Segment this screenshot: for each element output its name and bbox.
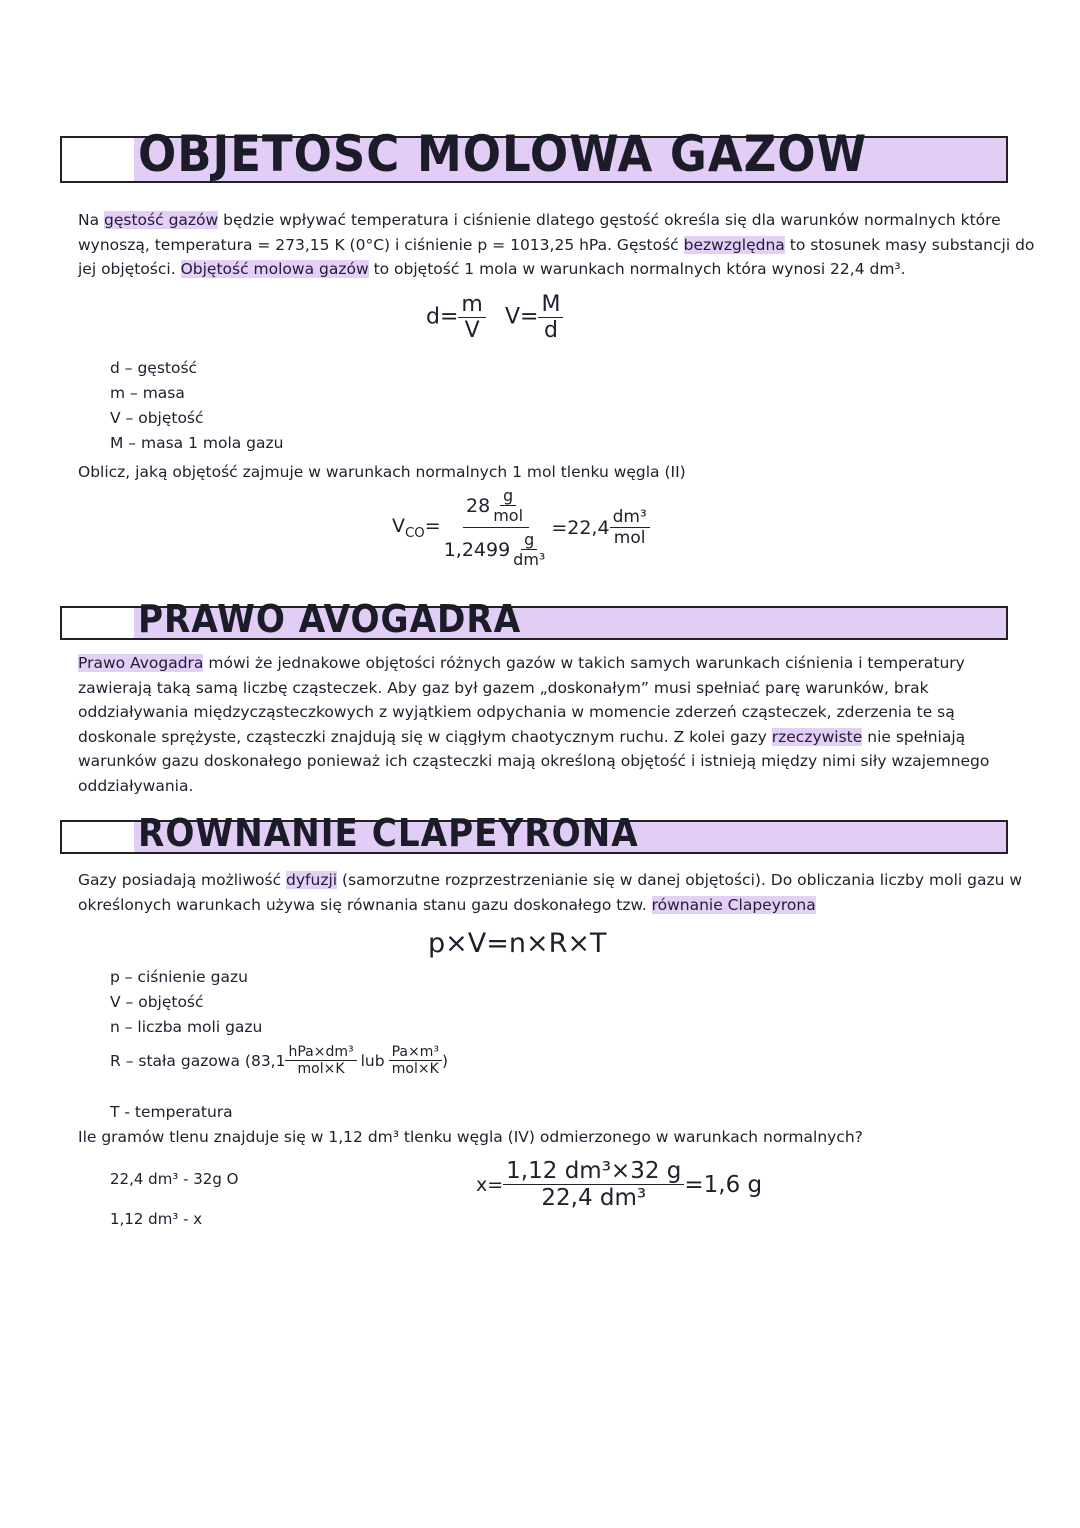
gas-constant-line: R – stała gazowa (83,1 $\frac{\text{hPa×dm³}}{\text{mol×K}}$ lub $\frac{\text{Pa×m³}}{\text{mol×K}}$ ) <box>110 1044 449 1077</box>
highlight-avogadro: Prawo Avogadra <box>78 654 204 672</box>
section-title-clapeyron: ROWNANIE CLAPEYRONA <box>138 811 639 855</box>
calc-oxygen-mass: x= $\frac{\text{1,12 dm³×32 g}}{\text{22,4 dm³}}$ =1,6 g <box>476 1158 763 1211</box>
formula-volume: V= $\frac{M}{d}$ <box>505 292 563 343</box>
highlight-real-gases: rzeczywiste <box>771 727 863 746</box>
legend-symbols-2: p – ciśnienie gazu V – objętość n – liczba moli gazu <box>110 968 263 1036</box>
legend-symbols-1: d – gęstość m – masa V – objętość M – masa 1 mola gazu <box>110 359 284 452</box>
clapeyron-equation: p×V=n×R×T <box>428 928 607 959</box>
paragraph-avogadro: Prawo Avogadra mówi że jednakowe objętości różnych gazów w takich samych warunkach ciśnienia i temperatury zawierają taką samą liczbę cząsteczek. Aby gaz był gazem „doskonałym” musi spełniać parę warunków, brak oddziaływania międzycząsteczkowych z wyjątkiem odpychania w momencie zderzeń cząsteczek, zderzenia te są doskonale sprężyste, cząsteczki znajdują się w ciągłym chaotycznym ruchu. Z kolei gazy rzeczywiste nie spełniają warunków gazu doskonałego ponieważ ich cząsteczki mają określoną objętość i istnieją między nimi siły wzajemnego oddziaływania. <box>78 654 990 795</box>
highlight-clapeyron-equation: równanie Clapeyrona <box>651 895 816 914</box>
paragraph-clapeyron: Gazy posiadają możliwość dyfuzji (samorzutne rozprzestrzenianie się w danej objętości). Do obliczania liczby moli gazu w określonych warunkach używa się równania stanu gazu doskonałego tzw. równanie Clapeyrona <box>78 871 1023 914</box>
highlight-gas-density: gęstość gazów <box>104 211 219 229</box>
highlight-diffusion: dyfuzji <box>286 871 338 889</box>
proportion-line-2: 1,12 dm³ - x <box>110 1210 203 1228</box>
question-oxygen-mass: Ile gramów tlenu znajduje się w 1,12 dm³ tlenku węgla (IV) odmierzonego w warunkach normalnych? <box>78 1128 863 1146</box>
legend-temperature: T - temperatura <box>110 1103 233 1121</box>
paragraph-density: Na gęstość gazów będzie wpływać temperatura i ciśnienie dlatego gęstość określa się dla warunków normalnych które wynoszą, temperatura = 273,15 K (0°C) i ciśnienie p = 1013,25 hPa. Gęstość bezwzględna to stosunek masy substancji do jej objętości. Objętość molowa gazów to objętość 1 mola w warunkach normalnych która wynosi 22,4 dm³. <box>78 211 1035 278</box>
highlight-absolute: bezwzględna <box>683 235 785 254</box>
proportion-line-1: 22,4 dm³ - 32g O <box>110 1170 239 1188</box>
calc-vco: $V_{CO}=$ 28 $\frac{g}{\text{mol}}$ 1,2499 $\frac{g}{\text{dm³}}$ =22,4 $\frac{\text{dm³}}{\text{mol}}$ <box>392 486 650 569</box>
section-title-avogadro: PRAWO AVOGADRA <box>138 597 522 641</box>
question-co-volume: Oblicz, jaką objętość zajmuje w warunkach normalnych 1 mol tlenku węgla (II) <box>78 463 686 481</box>
section-title-molar-volume: OBJETOSC MOLOWA GAZOW <box>138 125 868 183</box>
formula-density: d= $\frac{m}{V}$ <box>426 292 486 343</box>
highlight-molar-volume: Objętość molowa gazów <box>180 260 369 278</box>
